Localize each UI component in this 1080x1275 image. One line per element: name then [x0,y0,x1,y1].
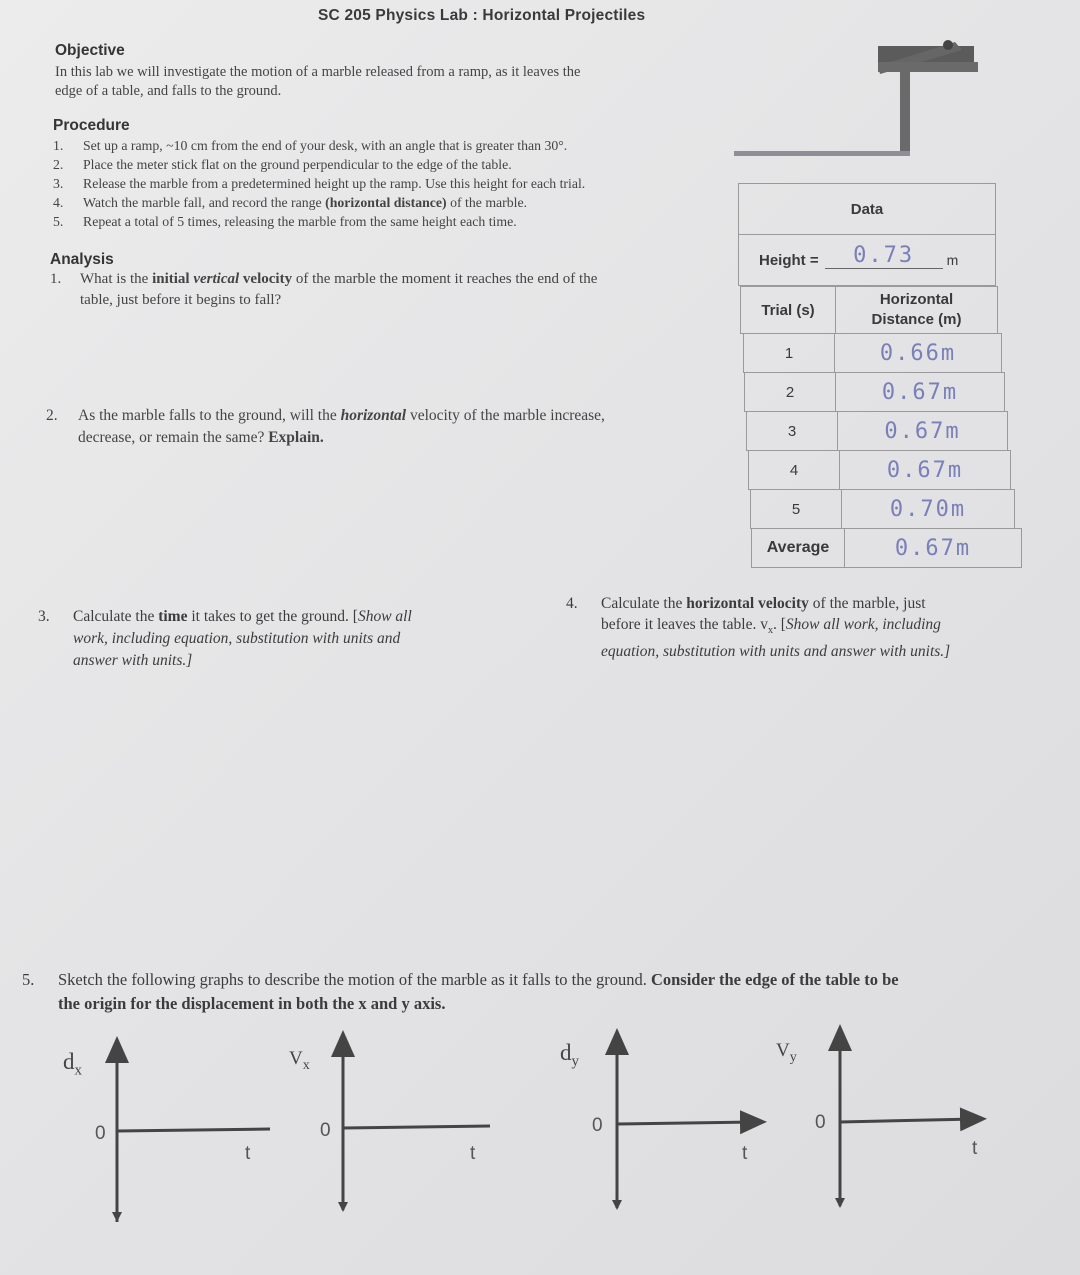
procedure-step: 4. Watch the marble fall, and record the range (horizontal distance) of the marble. [53,195,528,210]
procedure-step: 1. Set up a ramp, ~10 cm from the end of your desk, with an angle that is greater than 30°. [53,138,568,153]
graph-dx-xlabel: t [245,1143,251,1164]
trial-cell: 2 [744,372,836,412]
graph-vy-ylabel: $V_y$ [776,1040,797,1065]
graph-vx-ylabel: $V_x$ [289,1048,310,1073]
trial-column-header: Trial (s) [740,286,836,334]
question-5: 5. Sketch the following graphs to describe the motion of the marble as it falls to the ground. Consider the edge of the table to be the origin for the displacement in both the x and y axis. [22,970,899,1013]
down-arrow-icon [112,1212,122,1222]
procedure-step: 3. Release the marble from a predetermined height up the ramp. Use this height for each trial. [53,176,586,191]
trial-cell: 1 [743,333,835,373]
question-4: 4. Calculate the horizontal velocity of the marble, just before it leaves the table. $v_x$. [Show all work, including equation, substitution with units and answer with units.] [566,595,951,661]
distance-cell: 0.67m [837,411,1008,451]
question-1: 1. What is the initial vertical velocity of the marble the moment it reaches the end of the table, just before it begins to fall? [50,271,598,308]
graph-dy-ylabel: $d_y$ [560,1040,579,1070]
down-arrow-icon [835,1198,845,1208]
distance-cell: 0.67m [839,450,1011,490]
graph-vy-origin: 0 [815,1112,826,1133]
procedure-step: 5. Repeat a total of 5 times, releasing the marble from the same height each time. [53,214,517,229]
down-arrow-icon [338,1202,348,1212]
graph-vy-axes [840,1036,978,1206]
graph-dx-axes [117,1048,270,1222]
graph-dy-origin: 0 [592,1115,603,1136]
trial-cell: 5 [750,489,842,529]
down-arrow-icon [612,1200,622,1210]
data-table-title: Data [738,183,996,235]
procedure-heading: Procedure [53,117,130,134]
objective-line-2: edge of a table, and falls to the ground. [55,83,282,99]
graph-dy-xlabel: t [742,1143,748,1164]
graph-dx-ylabel: $d_x$ [63,1049,82,1079]
distance-cell: 0.70m [841,489,1015,529]
question-3: 3. Calculate the time it takes to get the ground. [Show all work, including equation, substitution with units and answer with units.] [38,608,412,669]
trial-cell: 3 [746,411,838,451]
objective-heading: Objective [55,42,125,59]
analysis-heading: Analysis [50,251,114,268]
objective-line-1: In this lab we will investigate the motion of a marble released from a ramp, as it leaves the [55,64,581,80]
question-2: 2. As the marble falls to the ground, will the horizontal velocity of the marble increase, decrease, or remain the same? Explain. [46,407,605,446]
graph-vx-axes [343,1042,490,1210]
height-label: Height = [759,251,819,269]
height-unit: m [946,252,959,268]
distance-cell: 0.66m [834,333,1002,373]
graph-vx-origin: 0 [320,1120,331,1141]
average-label: Average [751,528,845,568]
trial-cell: 4 [748,450,840,490]
graph-dy-axes [617,1040,755,1208]
procedure-step: 2. Place the meter stick flat on the ground perpendicular to the edge of the table. [53,157,512,172]
graph-vy-xlabel: t [972,1138,978,1159]
distance-column-header: Horizontal Distance (m) [835,286,998,334]
height-value: 0.73 [825,243,943,269]
graph-vx-xlabel: t [470,1143,476,1164]
page-title: SC 205 Physics Lab : Horizontal Projectiles [318,7,646,24]
average-value: 0.67m [844,528,1022,568]
distance-cell: 0.67m [835,372,1005,412]
graph-dx-origin: 0 [95,1123,106,1144]
